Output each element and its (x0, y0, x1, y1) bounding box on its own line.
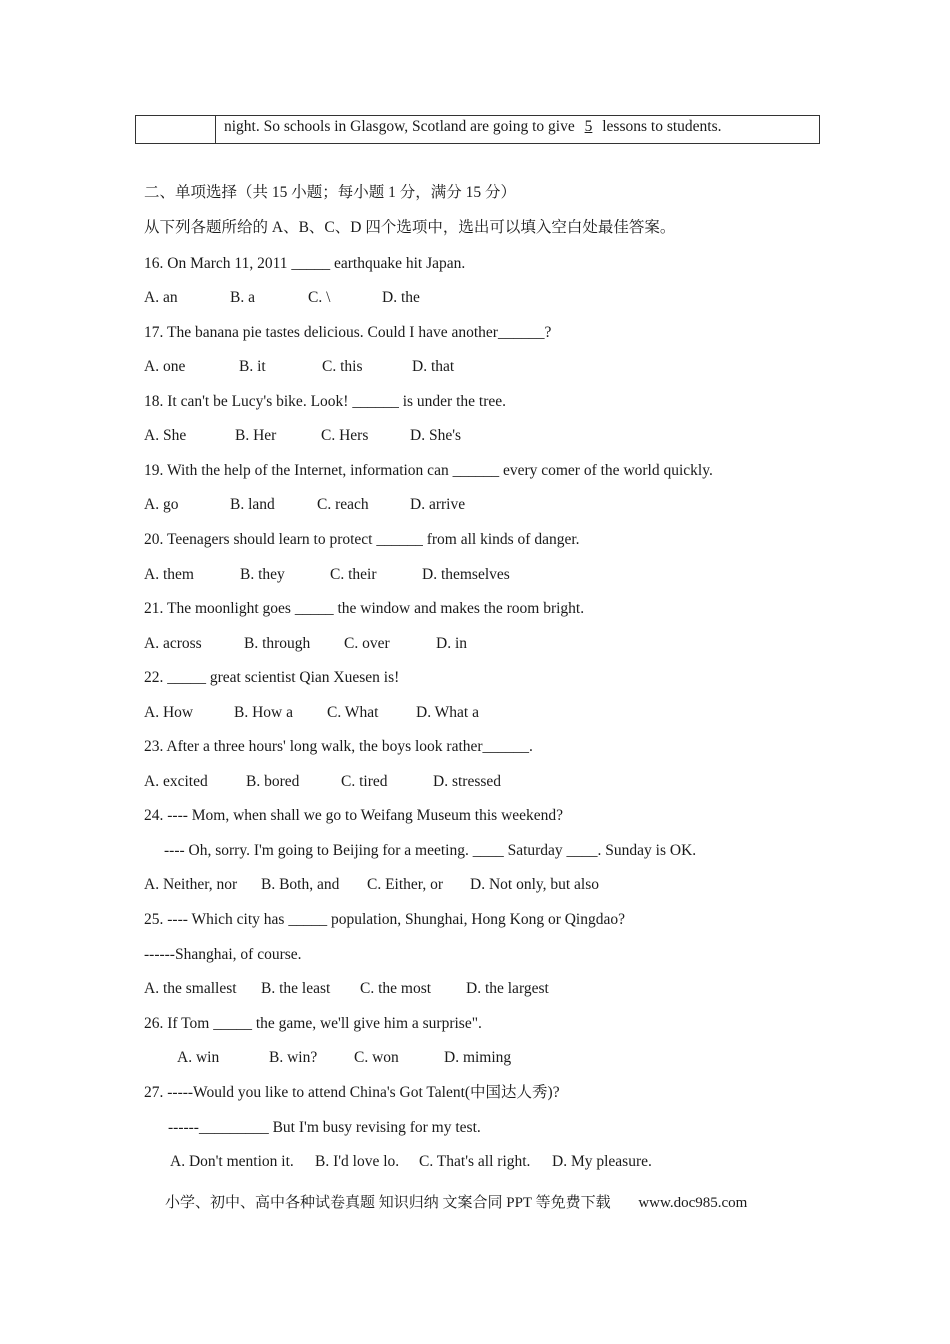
option-a: A. go (144, 496, 179, 513)
option-c: C. reach (317, 496, 369, 513)
section-instruction: 从下列各题所给的 A、B、C、D 四个选项中，选出可以填入空白处最佳答案。 (144, 219, 676, 236)
question-16-options (144, 288, 420, 308)
option-c: C. tired (341, 773, 388, 790)
question-17-stem: 17. The banana pie tastes delicious. Could I have another______? (144, 324, 552, 341)
question-18-stem: 18. It can't be Lucy's bike. Look! ______ is under the tree. (144, 393, 506, 410)
question-19-stem: 19. With the help of the Internet, information can ______ every comer of the world quickly. (144, 462, 713, 479)
option-b: B. win? (269, 1049, 318, 1066)
footer-url: www.doc985.com (638, 1195, 748, 1211)
option-d: D. in (436, 635, 467, 652)
option-d: D. the largest (466, 980, 549, 997)
question-24-stem: 24. ---- Mom, when shall we go to Weifang Museum this weekend? (144, 807, 564, 824)
option-d: D. that (412, 358, 455, 375)
option-a: A. one (144, 358, 186, 375)
question-23-stem: 23. After a three hours' long walk, the boys look rather______. (144, 738, 533, 755)
table-blank-number: 5 (584, 118, 593, 135)
option-c: C. What (327, 704, 379, 721)
option-d: D. themselves (422, 566, 510, 583)
question-18-options (144, 426, 461, 446)
option-b: B. Both, and (261, 876, 340, 893)
option-a: A. win (177, 1049, 220, 1066)
option-b: B. land (230, 496, 275, 513)
option-c: C. their (330, 566, 377, 583)
question-17-options (144, 357, 454, 377)
option-d: D. She's (410, 427, 462, 444)
table-cell-text (216, 116, 819, 143)
question-27-stem: 27. -----Would you like to attend China's Got Talent(中国达人秀)? (144, 1084, 560, 1101)
question-25-options (144, 979, 549, 999)
footer-text: 小学、初中、高中各种试卷真题 知识归纳 文案合同 PPT 等免费下载 (165, 1195, 611, 1211)
option-d: D. My pleasure. (552, 1153, 652, 1170)
option-d: D. What a (416, 704, 479, 721)
question-27-stem2: ------_________ But I'm busy revising for my test. (168, 1119, 481, 1136)
option-a: A. How (144, 704, 194, 721)
option-a: A. excited (144, 773, 208, 790)
question-25-stem: 25. ---- Which city has _____ population, Shunghai, Hong Kong or Qingdao? (144, 911, 625, 928)
option-b: B. they (240, 566, 285, 583)
question-25-stem2: ------Shanghai, of course. (144, 946, 302, 963)
question-20-options (144, 565, 510, 585)
question-24-options (144, 875, 599, 895)
option-c: C. \ (308, 289, 331, 306)
option-d: D. arrive (410, 496, 466, 513)
table-cell-empty (136, 116, 216, 143)
option-b: B. bored (246, 773, 300, 790)
option-b: B. How a (234, 704, 293, 721)
option-d: D. stressed (433, 773, 502, 790)
option-b: B. through (244, 635, 311, 652)
question-21-options (144, 634, 467, 654)
option-c: C. this (322, 358, 363, 375)
option-c: C. Either, or (367, 876, 444, 893)
question-24-stem2: ---- Oh, sorry. I'm going to Beijing for a meeting. ____ Saturday ____. Sunday is OK. (164, 842, 697, 859)
question-21-stem: 21. The moonlight goes _____ the window and makes the room bright. (144, 600, 585, 617)
page-footer (165, 1191, 747, 1212)
option-a: A. them (144, 566, 194, 583)
question-19-options (144, 495, 465, 515)
question-22-options (144, 703, 479, 723)
option-b: B. it (239, 358, 266, 375)
option-a: A. She (144, 427, 187, 444)
question-27-options (170, 1152, 652, 1172)
option-d: D. Not only, but also (470, 876, 600, 893)
option-d: D. the (382, 289, 420, 306)
section-heading: 二、单项选择（共 15 小题；每小题 1 分，满分 15 分） (144, 184, 517, 201)
option-a: A. Neither, nor (144, 876, 238, 893)
question-16-stem: 16. On March 11, 2011 _____ earthquake hit Japan. (144, 255, 466, 272)
option-a: A. an (144, 289, 178, 306)
option-b: B. Her (235, 427, 277, 444)
option-b: B. I'd love lo. (315, 1153, 400, 1170)
option-b: B. a (230, 289, 255, 306)
question-26-options (177, 1048, 511, 1068)
option-c: C. won (354, 1049, 399, 1066)
option-b: B. the least (261, 980, 331, 997)
question-22-stem: 22. _____ great scientist Qian Xuesen is! (144, 669, 400, 686)
option-c: C. Hers (321, 427, 369, 444)
option-c: C. That's all right. (419, 1153, 531, 1170)
option-a: A. the smallest (144, 980, 237, 997)
option-a: A. across (144, 635, 202, 652)
table-text-before: night. So schools in Glasgow, Scotland are going to give (224, 118, 575, 135)
option-d: D. miming (444, 1049, 512, 1066)
table-text-after: lessons to students. (602, 118, 722, 135)
question-20-stem: 20. Teenagers should learn to protect ______ from all kinds of danger. (144, 531, 580, 548)
top-table-row (135, 115, 820, 144)
option-a: A. Don't mention it. (170, 1153, 294, 1170)
option-c: C. over (344, 635, 390, 652)
question-23-options (144, 772, 501, 792)
option-c: C. the most (360, 980, 432, 997)
question-26-stem: 26. If Tom _____ the game, we'll give him a surprise". (144, 1015, 482, 1032)
